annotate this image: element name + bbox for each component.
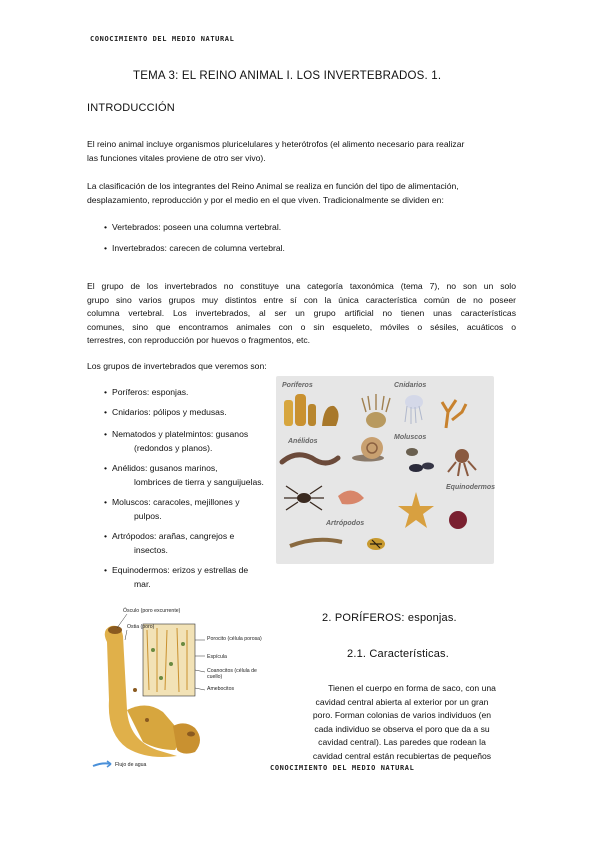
bullet-icon: • [104, 531, 108, 541]
group-item-moluscos: • Moluscos: caracoles, mejillones y pulpos. [104, 497, 240, 521]
bullet-icon: • [104, 429, 108, 439]
group-item-equinodermos: • Equinodermos: erizos y estrellas de mar. [104, 565, 249, 589]
bullet-icon: • [104, 407, 108, 417]
text-line: terrestres, con reproducción por huevos o fragmentos, etc. [87, 335, 311, 346]
figure-label-cnidarios: Cnidarios [394, 382, 427, 389]
sea-urchin-illustration [449, 511, 467, 529]
intro-paragraph-3 [87, 280, 516, 348]
figure-label-moluscos: Moluscos [394, 434, 427, 441]
text-line: grupo sino varios grupos muy distintos entre sí con la única característica común de no poseer [87, 294, 516, 305]
sponge-anatomy-illustration [87, 600, 273, 776]
figure-label-anelidos: Anélidos [288, 438, 318, 445]
text-line: La clasificación de los integrantes del Reino Animal se realiza en función del tipo de alimentación, [87, 181, 459, 191]
octopus-illustration [448, 449, 476, 476]
snail-illustration [352, 437, 384, 462]
section-2-1-heading: 2.1. Características. [347, 648, 450, 660]
page-title: TEMA 3: EL REINO ANIMAL I. LOS INVERTEBRADOS. 1. [133, 70, 442, 82]
groups-intro: Los grupos de invertebrados que veremos son: [87, 361, 267, 371]
group-item-artropodos: • Artrópodos: arañas, cangrejos e insectos. [104, 531, 235, 555]
intro-paragraph-2 [87, 180, 517, 207]
text-line: cada individuo se observa el poro que da a su [314, 723, 490, 734]
shrimp-illustration [338, 490, 364, 504]
vertebrate-bullet: • Vertebrados: poseen una columna vertebral. [104, 221, 281, 235]
spider-illustration [284, 486, 324, 510]
group-item-poriferos: • Poríferos: esponjas. [104, 386, 188, 400]
figure-label-equinodermos: Equinodermos [446, 484, 496, 491]
group-item-cnidarios: • Cnidarios: pólipos y medusas. [104, 406, 227, 420]
bullet-icon: • [104, 387, 108, 397]
coral-illustration [442, 400, 466, 428]
text-line: desplazamiento, reproducción y por el medio en el que viven. Tradicionalmente se dividen en: [87, 194, 444, 205]
sponge-label-ostia: Ostia (poro) [127, 624, 155, 630]
earthworm-illustration [282, 455, 338, 463]
group-item-nematodos: • Nematodos y platelmintos: gusanos (redondos y planos). [104, 429, 249, 453]
bullet-icon: • [104, 463, 108, 473]
text-line: las funciones vitales proviene de otro ser vivo). [87, 152, 266, 163]
text-line: comunes, sino que encontramos animales con o sin esqueleto, móviles o sésiles, acuáticos o [87, 321, 516, 332]
text-line: cavidad central abierta al exterior por un gran [315, 696, 489, 707]
invertebrate-bullet: • Invertebrados: carecen de columna vertebral. [104, 242, 285, 256]
invertebrate-groups-figure [276, 376, 494, 564]
text-line: El grupo de los invertebrados no constituye una categoría taxonómica (tema 7), no son un solo [87, 281, 516, 291]
section-2-heading: 2. PORÍFEROS: esponjas. [322, 612, 457, 624]
text-line: cavidad central). Las paredes que rodean la [318, 737, 486, 748]
text-line: Tienen el cuerpo en forma de saco, con una [328, 683, 496, 693]
mussel-illustration [406, 448, 434, 472]
intro-heading: INTRODUCCIÓN [87, 102, 175, 114]
bullet-icon: • [104, 497, 108, 507]
invertebrate-illustrations [276, 376, 494, 564]
bullet-icon: • [104, 565, 108, 575]
section-2-1-paragraph [282, 682, 522, 764]
wasp-illustration [367, 538, 385, 550]
bullet-icon: • [104, 243, 108, 253]
intro-paragraph-1 [87, 138, 517, 165]
figure-label-poriferos: Poríferos [282, 382, 313, 389]
running-header: CONOCIMIENTO DEL MEDIO NATURAL [90, 35, 235, 43]
jellyfish-illustration [405, 395, 423, 424]
text-line: El reino animal incluye organismos pluricelulares y heterótrofos (el alimento necesario para realizar [87, 139, 465, 149]
bullet-icon: • [104, 222, 108, 232]
text-line: columna vertebral. Los invertebrados, al ser un grupo artificial no tienen unas características [87, 308, 516, 319]
sponge-illustration [284, 394, 339, 426]
text-line: cavidad central están recubiertas de pequeños [312, 750, 492, 761]
centipede-illustration [290, 540, 342, 546]
running-footer: CONOCIMIENTO DEL MEDIO NATURAL [270, 764, 415, 772]
anemone-illustration [362, 394, 390, 428]
sponge-anatomy-figure [87, 600, 273, 776]
sponge-label-espicula: Espícula [207, 654, 227, 660]
sponge-label-flujo: Flujo de agua [115, 762, 147, 768]
figure-label-artropodos: Artrópodos [326, 520, 365, 527]
starfish-illustration [398, 492, 434, 528]
text-line: poro. Forman colonias de varios individuos (en [312, 710, 492, 721]
sponge-label-porocito: Porocito (célula porosa) [207, 636, 262, 642]
sponge-label-amebocitos: Amebocitos [207, 686, 235, 692]
group-item-anelidos: • Anélidos: gusanos marinos, lombrices de tierra y sanguijuelas. [104, 463, 264, 487]
sponge-label-osculo: Ósculo (poro excurrente) [123, 608, 181, 614]
sponge-label-coanocitos: Coanocitos (célula de cuello) [207, 668, 257, 680]
